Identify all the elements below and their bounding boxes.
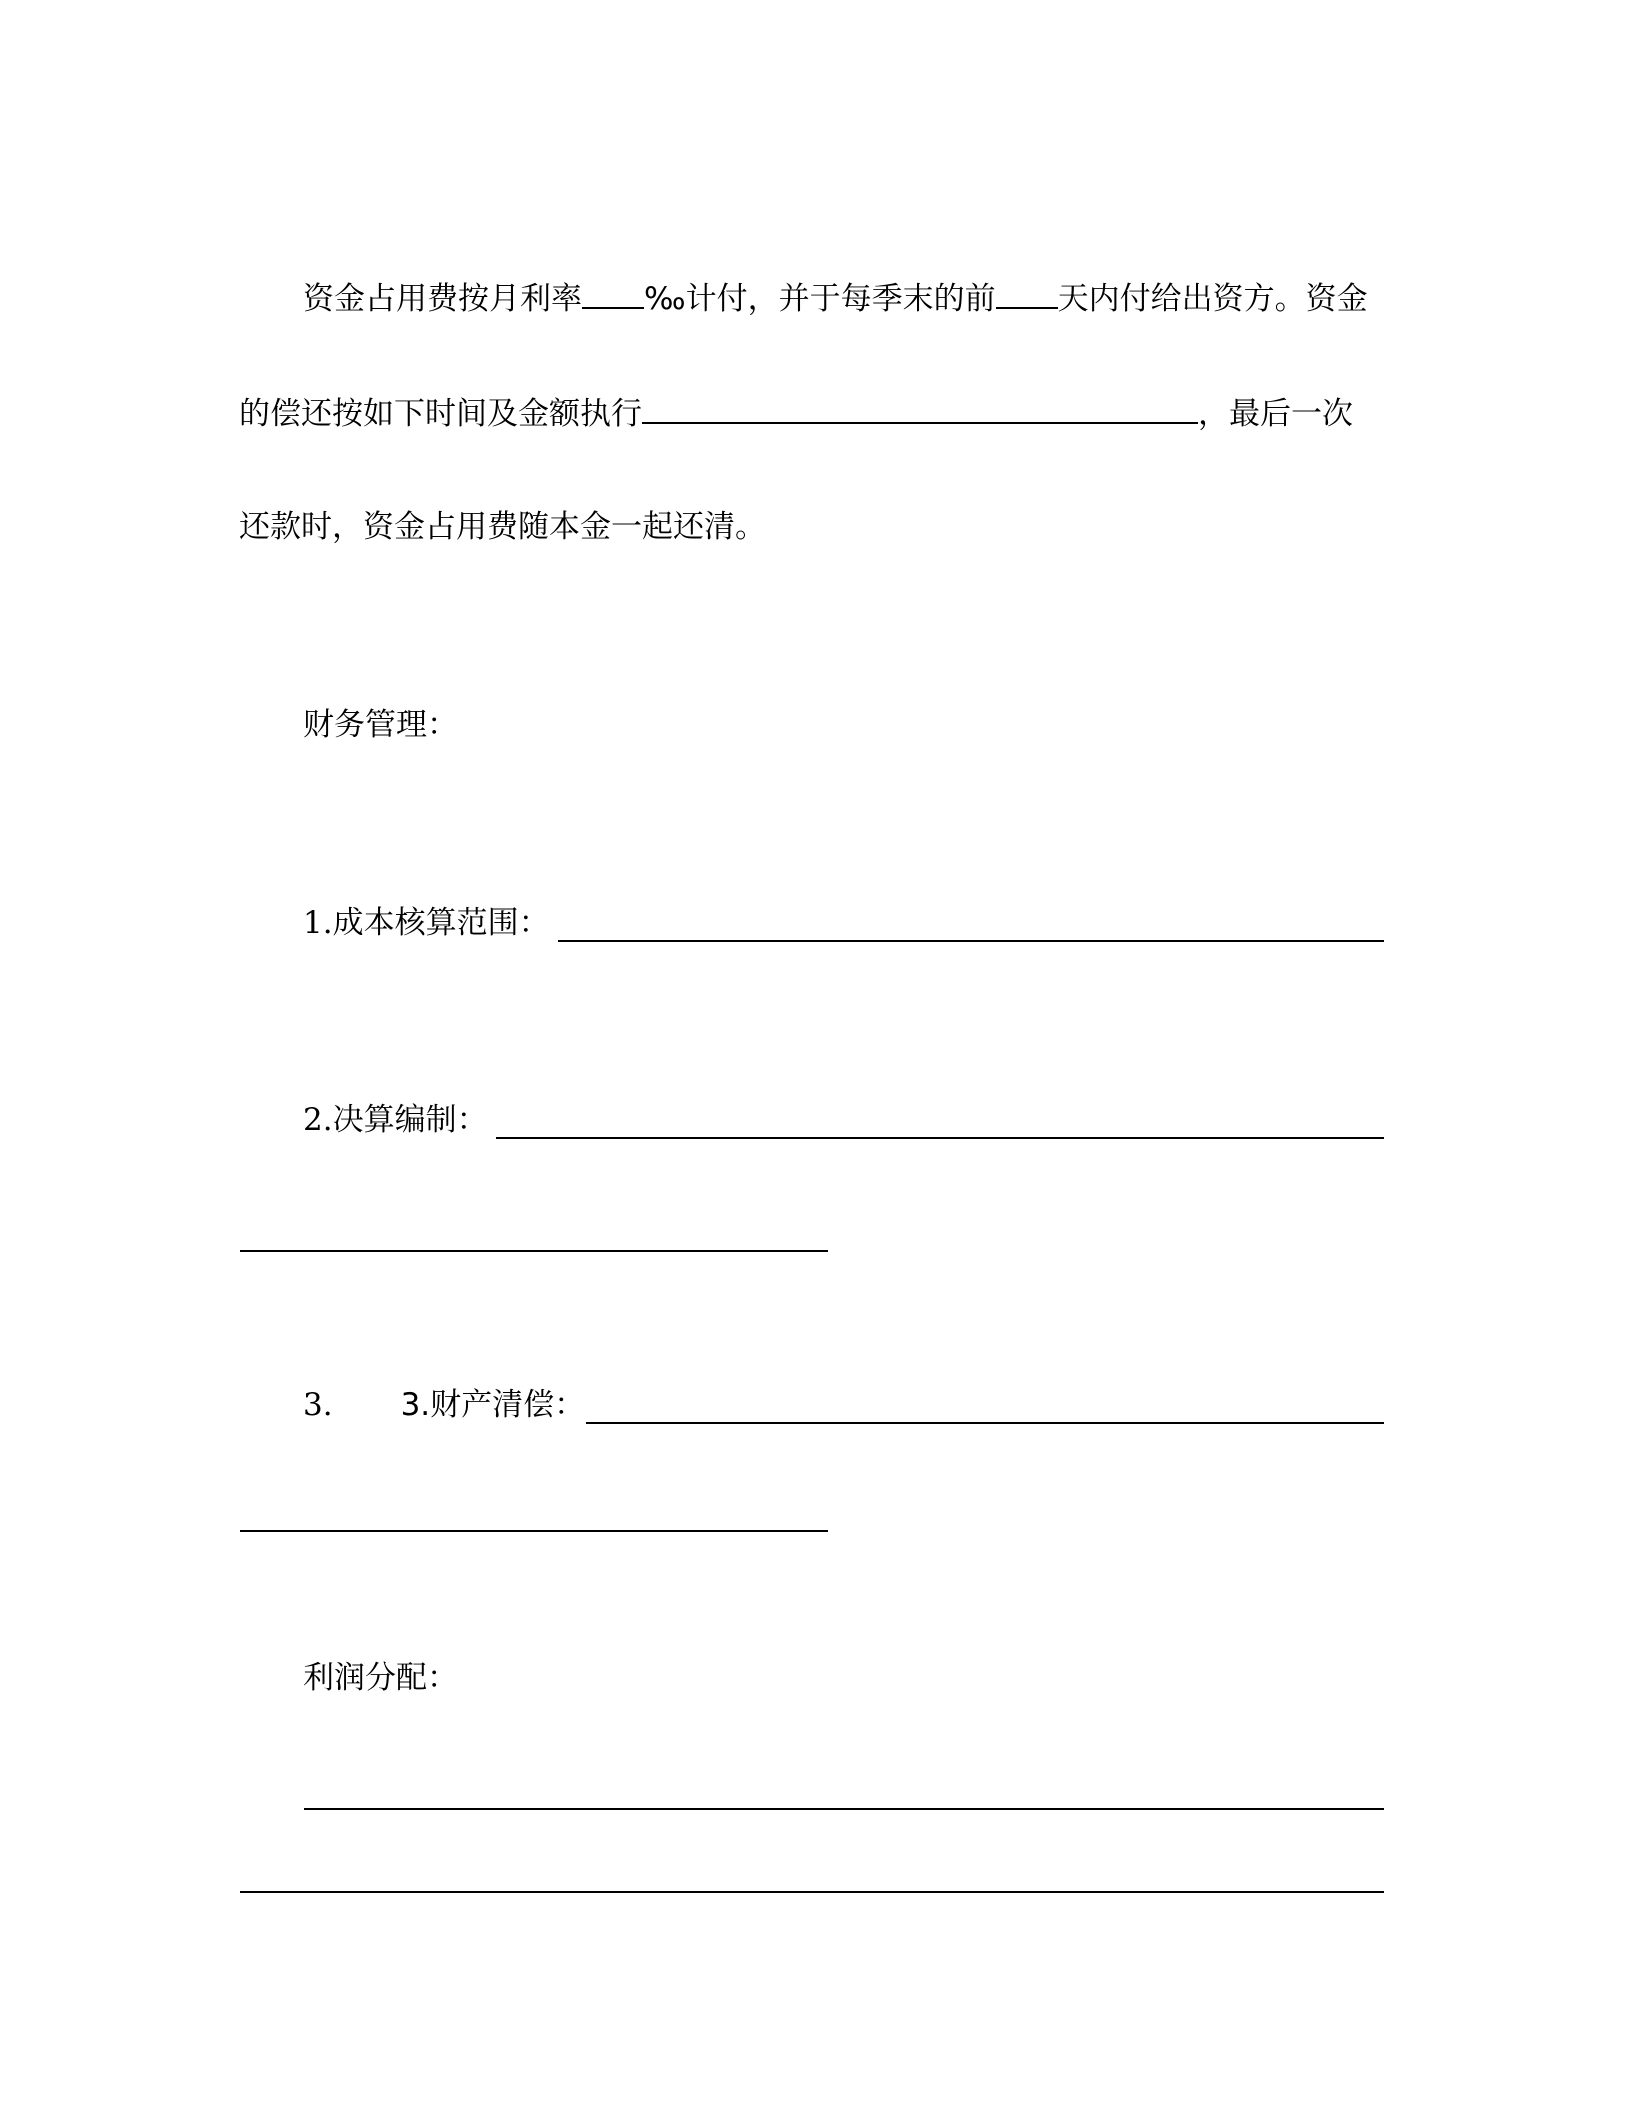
text-fragment: 天内付给出资方。资金 xyxy=(1057,281,1368,317)
item-number: 2. xyxy=(303,1102,333,1138)
finance-heading: 财务管理： xyxy=(303,707,458,743)
blank-repayment-schedule[interactable] xyxy=(642,392,1198,424)
blank-final-accounts[interactable] xyxy=(496,1137,1384,1139)
finance-item-3 xyxy=(303,1385,585,1425)
paragraph-line-3 xyxy=(239,507,766,547)
blank-property-liquidation[interactable] xyxy=(586,1422,1384,1424)
item-number: 1. xyxy=(303,905,333,941)
profit-heading: 利润分配： xyxy=(303,1660,458,1696)
paragraph-line-2 xyxy=(239,392,1353,434)
blank-monthly-rate[interactable] xyxy=(582,277,644,309)
text-fragment: 的偿还按如下时间及金额执行 xyxy=(239,396,642,432)
blank-days[interactable] xyxy=(996,277,1058,309)
finance-item-1 xyxy=(303,903,550,943)
text-fragment: 资金占用费按月利率 xyxy=(303,281,582,317)
blank-profit-1[interactable] xyxy=(304,1808,1384,1810)
item-label: 决算编制： xyxy=(332,1102,488,1138)
blank-final-accounts-cont[interactable] xyxy=(240,1250,828,1252)
item-label: 成本核算范围： xyxy=(332,905,550,941)
blank-profit-2[interactable] xyxy=(240,1891,1384,1893)
item-label: 3.财产清偿： xyxy=(400,1387,586,1423)
item-number: 3. xyxy=(303,1387,333,1423)
text-fragment: ，最后一次 xyxy=(1198,396,1353,432)
text-fragment: ‰计付，并于每季末的前 xyxy=(644,281,996,317)
blank-property-liquidation-cont[interactable] xyxy=(240,1530,828,1532)
finance-item-2 xyxy=(303,1100,488,1140)
text-fragment: 还款时，资金占用费随本金一起还清。 xyxy=(239,509,766,545)
blank-cost-scope[interactable] xyxy=(558,940,1384,942)
paragraph-line-1 xyxy=(303,277,1368,319)
